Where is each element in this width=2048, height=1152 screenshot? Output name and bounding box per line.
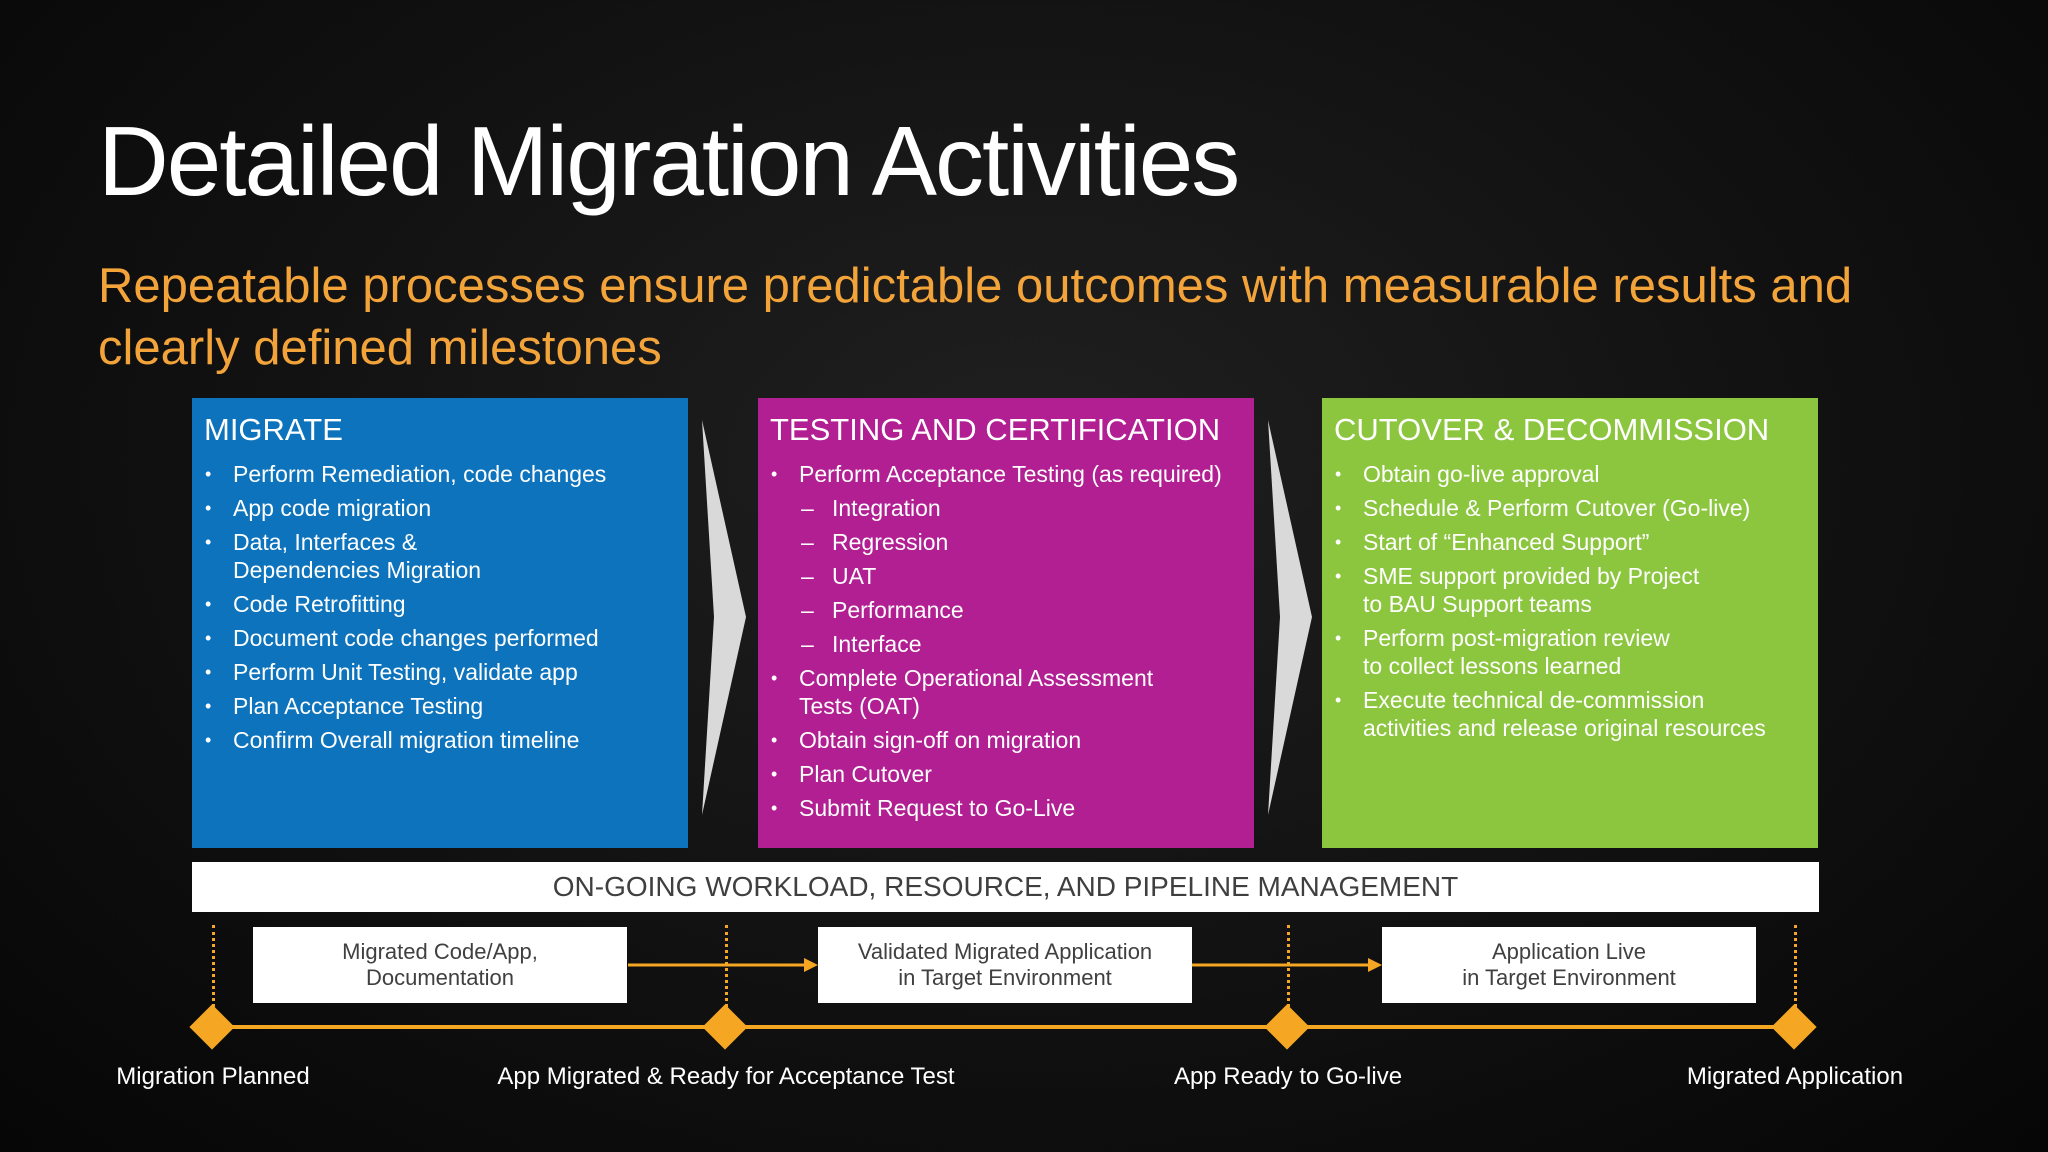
bullet-item: • Obtain go-live approval	[1334, 460, 1806, 488]
testing-list	[770, 460, 1242, 822]
milestone-label: App Migrated & Ready for Acceptance Test	[497, 1063, 955, 1090]
cutover-heading: CUTOVER & DECOMMISSION	[1334, 412, 1770, 447]
migrate-panel	[192, 398, 688, 848]
slide-subtitle: Repeatable processes ensure predictable outcomes with measurable results and clearly defined milestones	[98, 259, 1853, 375]
milestone-label: Migration Planned	[116, 1063, 310, 1090]
sub-bullet-item: – Performance	[770, 596, 1242, 624]
milestone-label: Migrated Application	[1686, 1063, 1904, 1090]
bullet-item: • SME support provided by Project to BAU Support teams	[1334, 562, 1806, 618]
testing-panel	[758, 398, 1254, 848]
migrate-heading: MIGRATE	[204, 412, 343, 447]
bullet-item: • Perform Unit Testing, validate app	[204, 658, 676, 686]
timeline-bar	[212, 1025, 1796, 1029]
bullet-item: • Confirm Overall migration timeline	[204, 726, 676, 754]
arrow-right-icon	[628, 955, 818, 975]
testing-heading: TESTING AND CERTIFICATION	[770, 412, 1221, 447]
bullet-item: • Plan Cutover	[770, 760, 1242, 788]
bullet-item: • Data, Interfaces & Dependencies Migration	[204, 528, 676, 584]
bullet-item: • Code Retrofitting	[204, 590, 676, 618]
milestone-diamond-icon	[1264, 1004, 1309, 1049]
deliverable-box: Application Live in Target Environment	[1382, 927, 1756, 1003]
arrow-right-icon	[1192, 955, 1382, 975]
bullet-item: • Perform post-migration review to collect lessons learned	[1334, 624, 1806, 680]
bullet-item: • Complete Operational Assessment Tests (OAT)	[770, 664, 1242, 720]
bullet-item: • Perform Acceptance Testing (as required)	[770, 460, 1242, 488]
milestone-diamond-icon	[189, 1004, 234, 1049]
deliverable-box: Migrated Code/App, Documentation	[253, 927, 627, 1003]
workload-banner: ON-GOING WORKLOAD, RESOURCE, AND PIPELINE MANAGEMENT	[192, 862, 1819, 912]
bullet-item: • Document code changes performed	[204, 624, 676, 652]
bullet-item: • Perform Remediation, code changes	[204, 460, 676, 488]
milestone-diamond-icon	[702, 1004, 747, 1049]
sub-bullet-item: – Integration	[770, 494, 1242, 522]
bullet-item: • Start of “Enhanced Support”	[1334, 528, 1806, 556]
chevron-arrow-icon	[702, 420, 746, 815]
cutover-list	[1334, 460, 1806, 742]
bullet-item: • Schedule & Perform Cutover (Go-live)	[1334, 494, 1806, 522]
bullet-item: • App code migration	[204, 494, 676, 522]
sub-bullet-item: – Regression	[770, 528, 1242, 556]
bullet-item: • Obtain sign-off on migration	[770, 726, 1242, 754]
sub-bullet-item: – Interface	[770, 630, 1242, 658]
cutover-panel	[1322, 398, 1818, 848]
bullet-item: • Submit Request to Go-Live	[770, 794, 1242, 822]
deliverable-box: Validated Migrated Application in Target Environment	[818, 927, 1192, 1003]
milestone-label: App Ready to Go-live	[1173, 1063, 1403, 1090]
migrate-list	[204, 460, 676, 754]
bullet-item: • Execute technical de-commission activities and release original resources	[1334, 686, 1806, 742]
milestone-diamond-icon	[1771, 1004, 1816, 1049]
slide-title: Detailed Migration Activities	[98, 106, 1239, 216]
chevron-arrow-icon	[1268, 420, 1312, 815]
bullet-item: • Plan Acceptance Testing	[204, 692, 676, 720]
sub-bullet-item: – UAT	[770, 562, 1242, 590]
